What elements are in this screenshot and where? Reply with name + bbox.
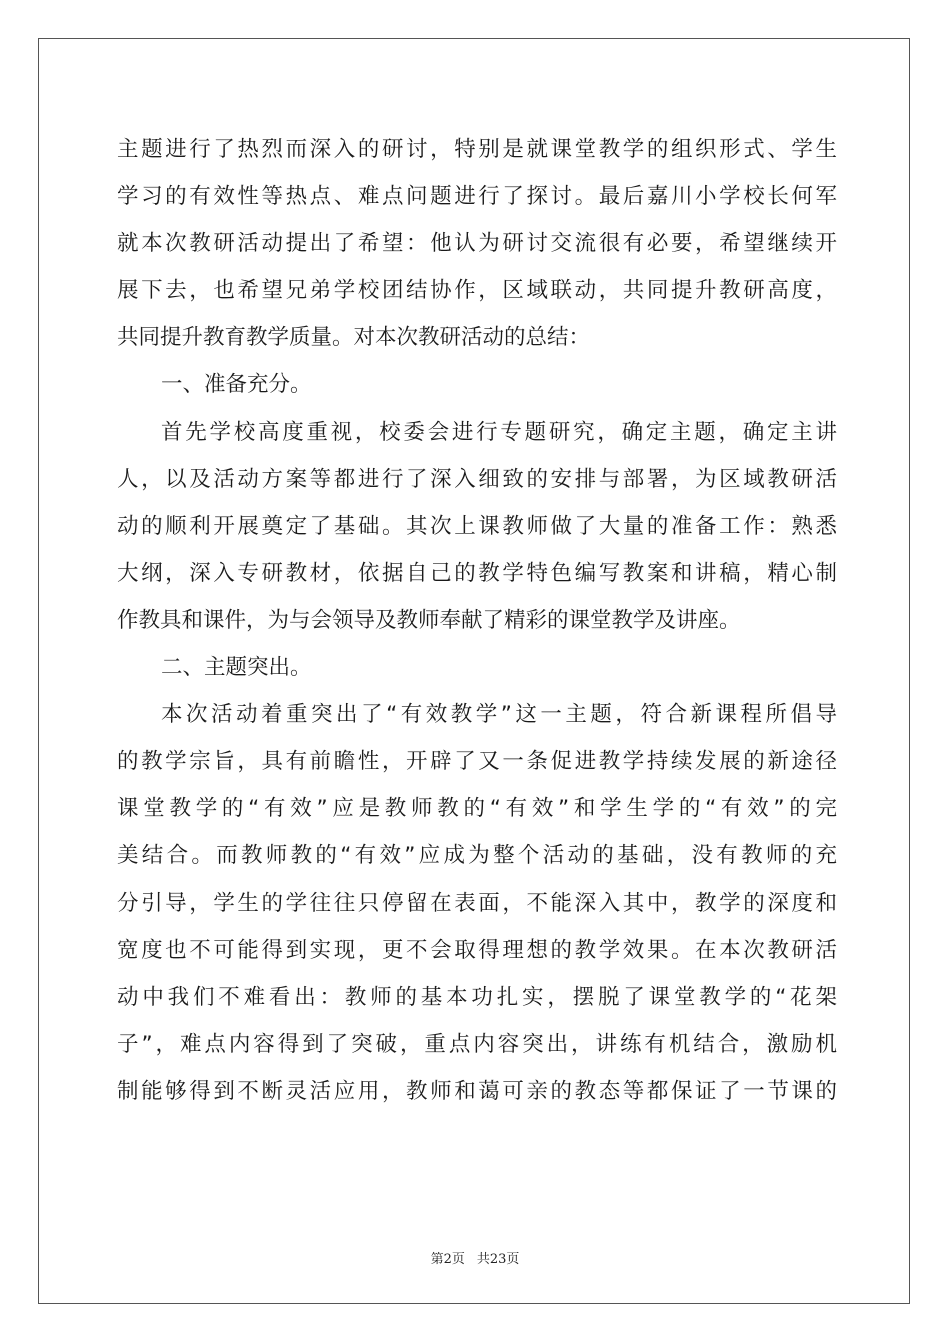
- text-line: 的教学宗旨，具有前瞻性，开辟了又一条促进教学持续发展的新途径: [117, 749, 837, 775]
- text-line: 一、准备充分。: [161, 372, 312, 398]
- text-line: 动中我们不难看出：教师的基本功扎实，摆脱了课堂教学的“花架: [117, 984, 837, 1010]
- text-line: 展下去，也希望兄弟学校团结协作，区域联动，共同提升教研高度，: [117, 278, 837, 304]
- page-footer: [0, 1248, 950, 1267]
- text-line: 制能够得到不断灵活应用，教师和蔼可亲的教态等都保证了一节课的: [117, 1078, 837, 1104]
- text-line: 人，以及活动方案等都进行了深入细致的安排与部署，为区域教研活: [117, 466, 837, 492]
- document-body: [117, 126, 837, 1115]
- text-line: 美结合。而教师教的“有效”应成为整个活动的基础，没有教师的充: [117, 843, 837, 869]
- text-line: 首先学校高度重视，校委会进行专题研究，确定主题，确定主讲: [161, 419, 837, 445]
- text-line: 本次活动着重突出了“有效教学”这一主题，符合新课程所倡导: [161, 702, 837, 728]
- text-line: 动的顺利开展奠定了基础。其次上课教师做了大量的准备工作：熟悉: [117, 513, 837, 539]
- page-total: 共23页: [476, 1252, 520, 1267]
- text-line: 分引导，学生的学往往只停留在表面，不能深入其中，教学的深度和: [117, 890, 837, 916]
- text-line: 课堂教学的“有效”应是教师教的“有效”和学生学的“有效”的完: [117, 796, 837, 822]
- text-line: 共同提升教育教学质量。对本次教研活动的总结：: [117, 325, 591, 351]
- text-line: 就本次教研活动提出了希望：他认为研讨交流很有必要，希望继续开: [117, 231, 837, 257]
- text-line: 学习的有效性等热点、难点问题进行了探讨。最后嘉川小学校长何军: [117, 184, 837, 210]
- page-number: 第2页: [430, 1252, 465, 1267]
- text-line: 二、主题突出。: [161, 655, 312, 681]
- text-line: 宽度也不可能得到实现，更不会取得理想的教学效果。在本次教研活: [117, 937, 837, 963]
- text-line: 子”，难点内容得到了突破，重点内容突出，讲练有机结合，激励机: [117, 1031, 837, 1057]
- text-line: 主题进行了热烈而深入的研讨，特别是就课堂教学的组织形式、学生: [117, 137, 837, 162]
- text-line: 作教具和课件，为与会领导及教师奉献了精彩的课堂教学及讲座。: [117, 607, 741, 633]
- text-line: 大纲，深入专研教材，依据自己的教学特色编写教案和讲稿，精心制: [117, 560, 837, 586]
